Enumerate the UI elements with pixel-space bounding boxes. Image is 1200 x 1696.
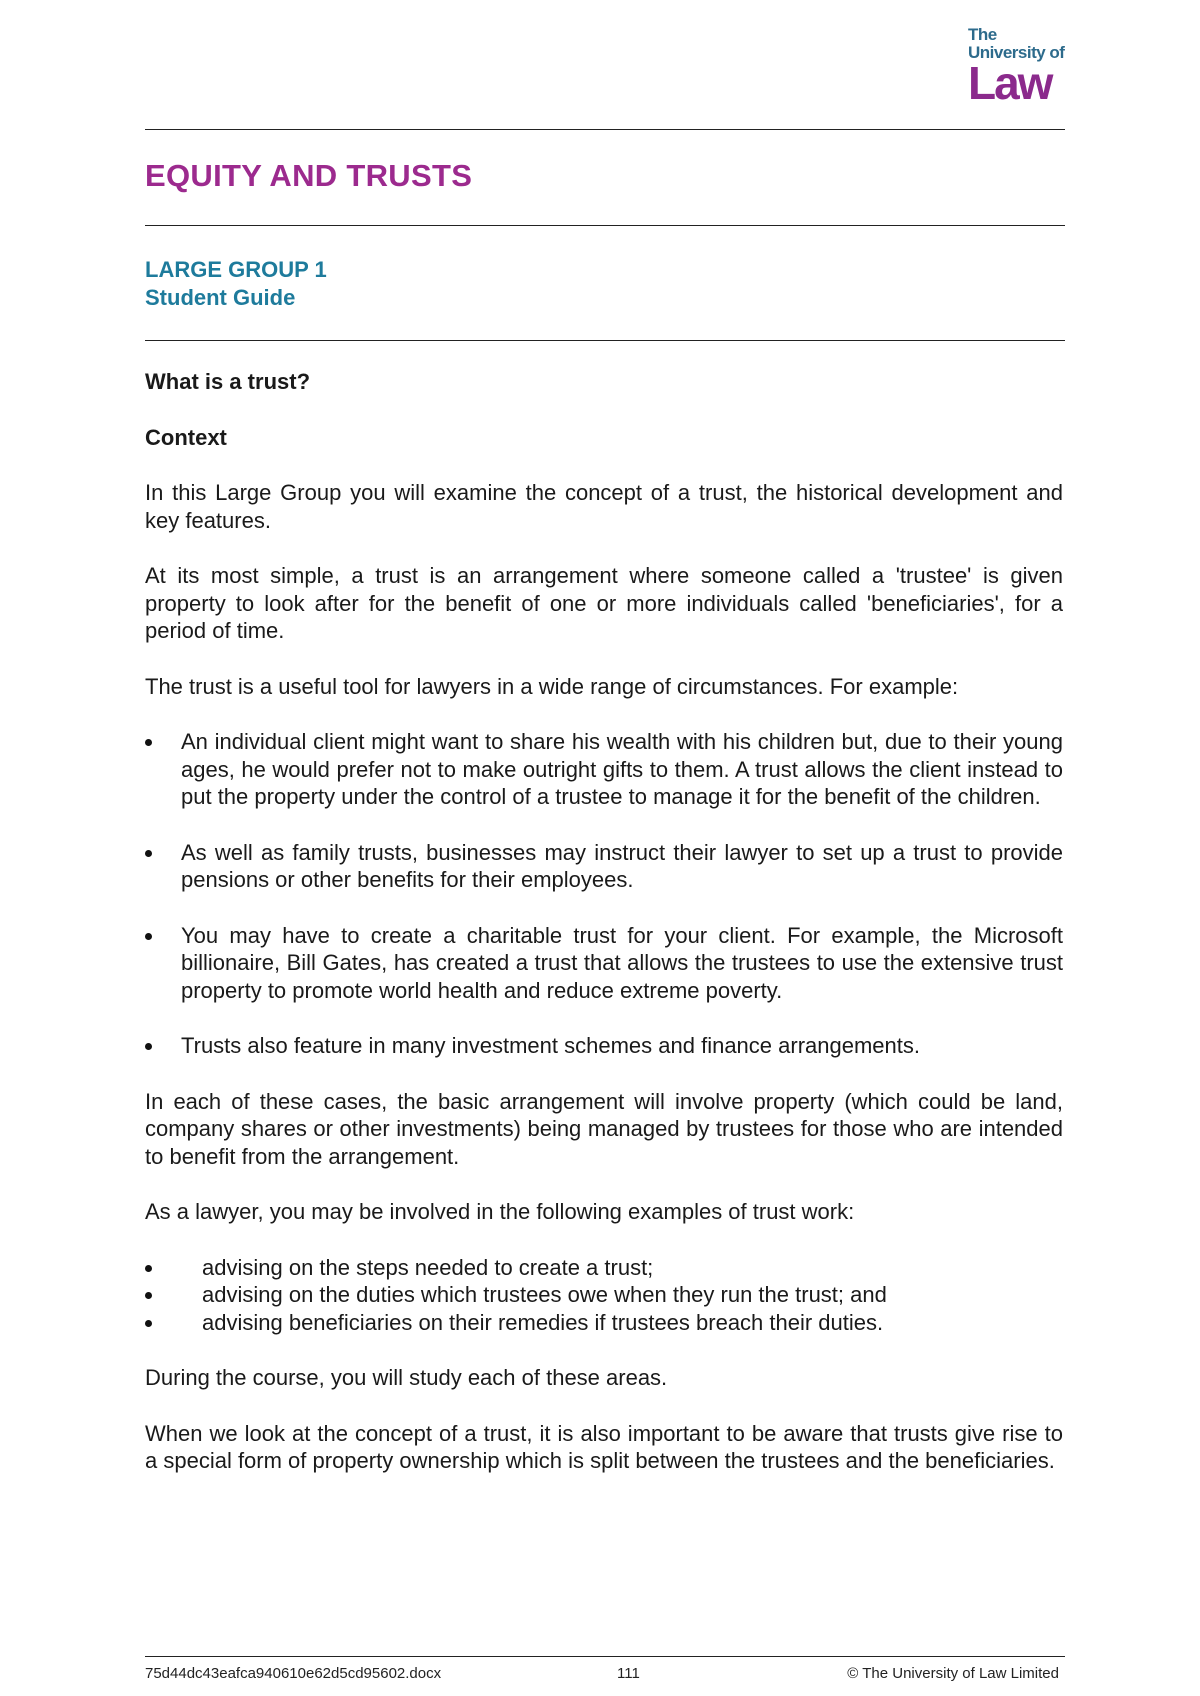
examples-list: [145, 728, 1063, 1060]
logo-text-university: University of: [968, 43, 1065, 62]
bullet-icon: [145, 1043, 152, 1050]
body-content: [145, 368, 1063, 1503]
footer-divider: [145, 1656, 1065, 1657]
paragraph-intro: In this Large Group you will examine the concept of a trust, the historical development and key features.: [145, 480, 1063, 533]
list-item: advising on the duties which trustees owe when they run the trust; and: [145, 1281, 1063, 1309]
bullet-icon: [145, 850, 152, 857]
logo-text-law: Law: [968, 57, 1052, 109]
subtitle-guide: Student Guide: [145, 285, 296, 310]
bullet-icon: [145, 933, 152, 940]
top-divider: [145, 129, 1065, 130]
paragraph-basic-arrangement: In each of these cases, the basic arrangement will involve property (which could be land, company shares or other investments) being managed by trustees for those who are intended to benefit from the arrangement.: [145, 1088, 1063, 1169]
document-title: EQUITY AND TRUSTS: [145, 158, 473, 193]
bullet-icon: [145, 1265, 152, 1272]
footer-copyright: © The University of Law Limited: [847, 1665, 1059, 1682]
paragraph-trust-work: As a lawyer, you may be involved in the following examples of trust work:: [145, 1199, 855, 1224]
subtitle-divider: [145, 340, 1065, 341]
bullet-icon: [145, 739, 152, 746]
section-heading: What is a trust?: [145, 369, 311, 394]
paragraph-course: During the course, you will study each of these areas.: [145, 1365, 668, 1390]
list-item: advising on the steps needed to create a trust;: [145, 1254, 1063, 1282]
logo-text-the: The: [968, 25, 997, 44]
trust-work-list: [145, 1254, 1063, 1337]
university-logo: [968, 25, 1065, 109]
list-item: Trusts also feature in many investment schemes and finance arrangements.: [145, 1032, 1063, 1060]
list-item: An individual client might want to share his wealth with his children but, due to their young ages, he would prefer not to make outright gifts to them. A trust allows the client instead to put the property under the control of a trustee to manage it for the benefit of the children.: [145, 728, 1063, 811]
list-item: You may have to create a charitable trust for your client. For example, the Microsoft billionaire, Bill Gates, has created a trust that allows the trustees to use the extensive trust property to promote world health and reduce extreme poverty.: [145, 922, 1063, 1005]
list-item: As well as family trusts, businesses may instruct their lawyer to set up a trust to provide pensions or other benefits for their employees.: [145, 839, 1063, 894]
bullet-icon: [145, 1320, 152, 1327]
document-subtitle: [145, 256, 327, 312]
title-divider: [145, 225, 1065, 226]
list-item: advising beneficiaries on their remedies if trustees breach their duties.: [145, 1309, 1063, 1337]
footer-page-number: 111: [617, 1665, 640, 1682]
footer-filename: 75d44dc43eafca940610e62d5cd95602.docx: [145, 1665, 442, 1682]
subtitle-session: LARGE GROUP 1: [145, 257, 327, 282]
context-heading: Context: [145, 424, 227, 450]
paragraph-usefulness: The trust is a useful tool for lawyers in a wide range of circumstances. For example:: [145, 673, 959, 699]
paragraph-ownership: When we look at the concept of a trust, it is also important to be aware that trusts give rise to a special form of property ownership which is split between the trustees and the beneficiaries.: [145, 1420, 1063, 1473]
paragraph-definition: At its most simple, a trust is an arrangement where someone called a 'trustee' is given property to look after for the benefit of one or more individuals called 'beneficiaries', for a period of time.: [145, 563, 1063, 643]
bullet-icon: [145, 1292, 152, 1299]
